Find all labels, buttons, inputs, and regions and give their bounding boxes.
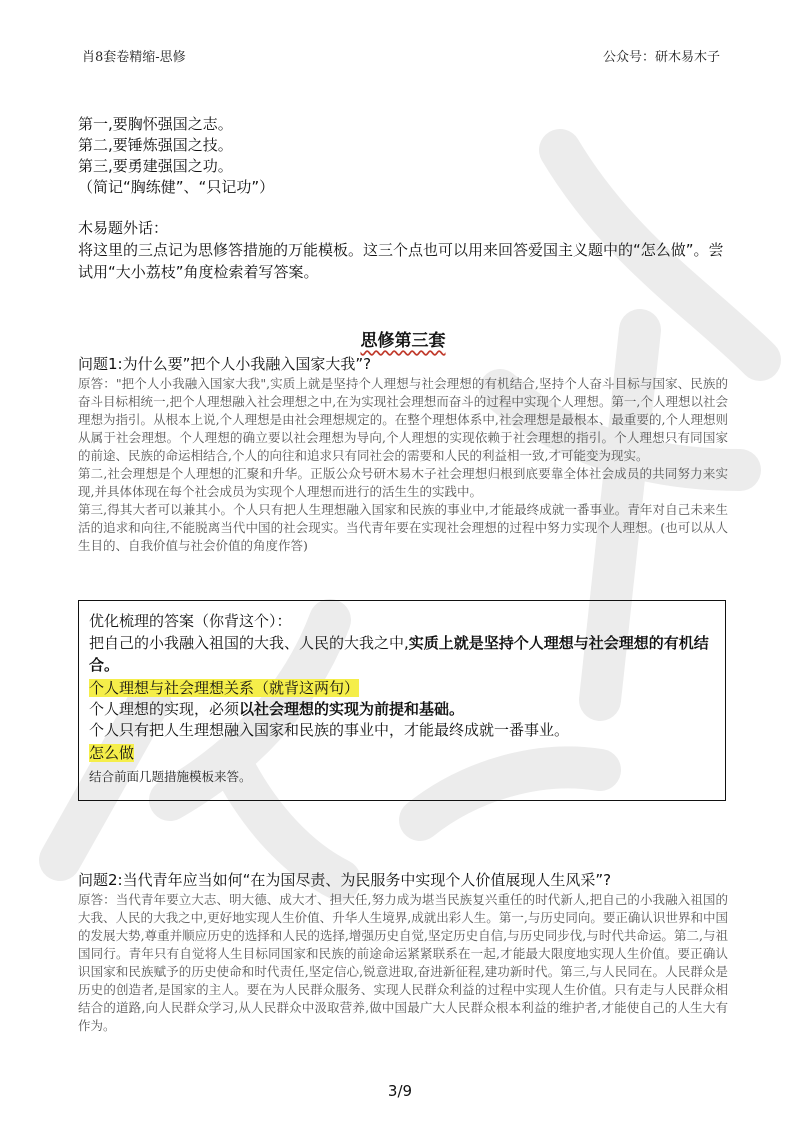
highlight-how-to: 怎么做 <box>89 744 135 762</box>
header-left: 肖8套卷精缩-思修 <box>82 50 186 65</box>
box-p1-bold: 实质上就是坚持个人理想与社会理想的有机结合。 <box>89 634 709 674</box>
intro-line-1: 第一,要胸怀强国之志。 <box>78 115 233 133</box>
question-1-section <box>78 354 728 555</box>
box-paragraph-1 <box>89 632 715 676</box>
q1-original-answer-p1: 原答："把个人小我融入国家大我",实质上就是坚持个人理想与社会理想的有机结合,坚持个人奋斗目标与国家、民族的奋斗目标相统一,把个人理想融入社会理想之中,在为实现社会理想而奋斗的过程中实现个人理想。第一,个人理想以社会理想为指引。从根本上说,个人理想是由社会理想规定的。在整个理想体系中,社会理想是最根本、最重要的,个人理想则从属于社会理想。个人理想的确立要以社会理想为导向,个人理想的实现依赖于社会理想的指引。个人理想只有同国家的前途、民族的命运相结合,个人的向往和追求只有同社会的需要和人民的利益相一致,才可能变为现实。 <box>78 376 728 463</box>
intro-line-4: （简记“胸练健”、“只记功”） <box>78 178 275 196</box>
aside-title: 木易题外话： <box>78 219 169 237</box>
section-title-wrap <box>78 326 728 351</box>
aside-text: 将这里的三点记为思修答措施的万能模板。这三个点也可以用来回答爱国主义题中的“怎么做”。尝试用“大小荔枝”角度检索着写答案。 <box>78 241 724 281</box>
intro-section <box>78 114 728 198</box>
header-right: 公众号：研木易木子 <box>602 50 720 65</box>
q1-original-answer-p2: 第二,社会理想是个人理想的汇聚和升华。正版公众号研木易木子社会理想归根到底要靠全体社会成员的共同努力来实现,并具体体现在每个社会成员为实现个人理想而进行的活生生的实践中。 <box>78 466 728 499</box>
box-p1-normal: 把自己的小我融入祖国的大我、人民的大我之中, <box>89 634 409 652</box>
question-1: 问题1:为什么要”把个人小我融入国家大我”? <box>78 355 372 373</box>
q1-original-answer-p3: 第三,得其大者可以兼其小。个人只有把人生理想融入国家和民族的事业中,才能最终成就一番事业。青年对自己未来生活的追求和向往,不能脱离当代中国的社会现实。当代青年要在实现社会理想的过程中努力实现个人理想。(也可以从人生目的、自我价值与社会价值的角度作答) <box>78 502 728 553</box>
page-number: 3/9 <box>387 1082 413 1100</box>
box-p2-bold: 以社会理想的实现为前提和基础。 <box>239 700 465 718</box>
section-title: 思修第三套 <box>360 331 446 351</box>
optimized-answer-box <box>78 600 726 801</box>
question-2: 问题2:当代青年应当如何“在为国尽责、为民服务中实现个人价值展现人生风采”? <box>78 871 612 889</box>
box-paragraph-2 <box>89 699 715 720</box>
box-paragraph-4: 结合前面几题措施模板来答。 <box>89 769 252 784</box>
intro-line-2: 第二,要锤炼强国之技。 <box>78 136 233 154</box>
intro-line-3: 第三,要勇建强国之功。 <box>78 157 233 175</box>
box-title: 优化梳理的答案（你背这个）： <box>89 612 292 630</box>
highlight-relationship: 个人理想与社会理想关系（就背这两句） <box>89 679 360 697</box>
box-paragraph-3: 个人只有把人生理想融入国家和民族的事业中，才能最终成就一番事业。 <box>89 721 570 739</box>
aside-section <box>78 218 728 283</box>
q2-original-answer: 原答：当代青年要立大志、明大德、成大才、担大任,努力成为堪当民族复兴重任的时代新人,把自己的小我融入祖国的大我、人民的大我之中,更好地实现人生价值、升华人生境界,成就出彩人生。第一,与历史同向。要正确认识世界和中国的发展大势,尊重并顺应历史的选择和人民的选择,增强历史自觉,坚定历史自信,与历史同步伐,与时代共命运。第二,与祖国同行。青年只有自觉将人生目标同国家和民族的前途命运紧紧联系在一起,才能最大限度地实现人生价值。要正确认识国家和民族赋予的历史使命和时代责任,坚定信心,锐意进取,奋进新征程,建功新时代。第三,与人民同在。人民群众是历史的创造者,是国家的主人。要在为人民群众服务、实现人民群众利益的过程中实现人生价值。只有走与人民群众相结合的道路,向人民群众学习,从人民群众中汲取营养,做中国最广大人民群众根本利益的维护者,才能使自己的人生大有作为。 <box>78 892 728 1033</box>
question-2-section <box>78 870 728 1035</box>
box-p2-normal: 个人理想的实现，必须 <box>89 700 240 718</box>
